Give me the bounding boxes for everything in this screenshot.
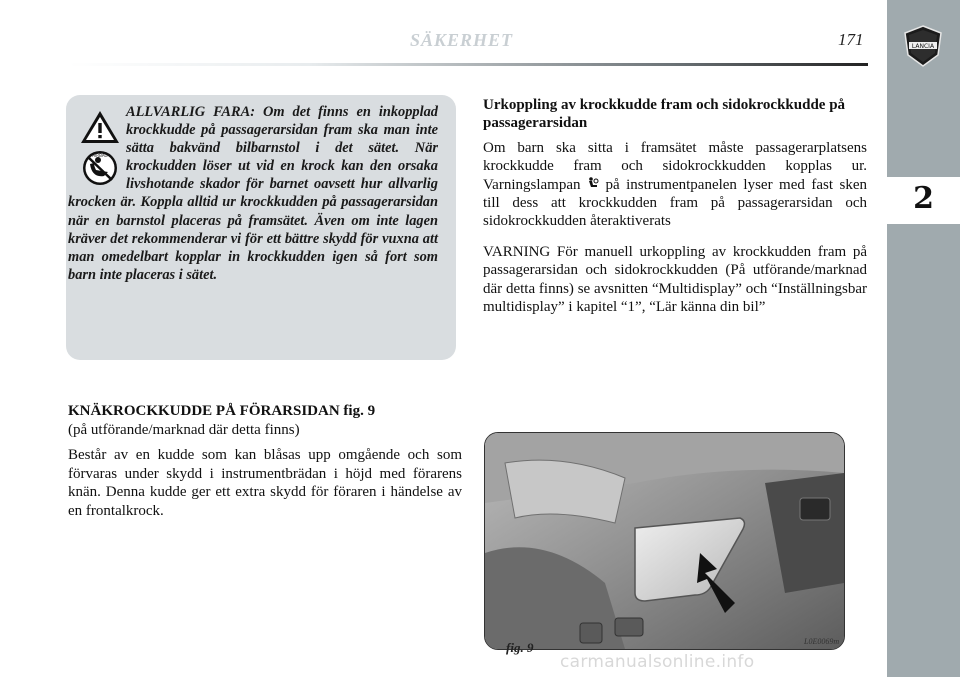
figure-code: L0E0069m <box>804 637 840 646</box>
header-divider <box>68 63 868 66</box>
knee-airbag-paragraph: Består av en kudde som kan blåsas upp omgående och som förvaras under skydd i instrumentbrädan i höjd med förarens knän. Denna kudde ger ett extra skydd för föraren i händelse av en frontalkrock. <box>68 447 462 519</box>
knee-airbag-heading: KNÄKROCKKUDDE PÅ FÖRARSIDAN fig. 9 <box>68 403 376 419</box>
paragraph-part-a: Om barn ska sitta i framsätet måste passagerarplatsens krockkudde fram och sidokrockkudden kopplas ur. Varningslampan <box>483 140 867 193</box>
chapter-sidebar <box>887 0 960 677</box>
knee-airbag-subheading: (på utförande/marknad där detta finns) <box>68 422 300 438</box>
page-number: 171 <box>838 30 864 49</box>
deactivation-paragraph <box>483 139 867 230</box>
figure-knee-airbag-photo <box>484 432 845 650</box>
lancia-shield-logo-icon <box>903 25 943 67</box>
deactivation-heading: Urkoppling av krockkudde fram och sidokrockkudde på passagerarsidan <box>483 97 846 131</box>
dashboard-illustration <box>485 433 844 649</box>
figure-caption: fig. 9 <box>506 640 534 655</box>
icon-spacer <box>68 103 126 191</box>
danger-warning-text <box>68 103 438 284</box>
paragraph-part-b: på instrumentpanelen lyser med fast sken till dess att krockkudden fram på passagerarsidan och sidokrockkudden återaktiverats <box>483 176 868 230</box>
passenger-airbag-off-warning-light-icon <box>587 177 599 190</box>
warning-paragraph: ALLVARLIG FARA: Om det finns en inkopplad krockkudde på passagerarsidan fram ska man inte sätta bakvänd bilbarnstol i det sätet. När krockudden löser ut vid en krock kan den orsaka livshotande skador för barnet oavsett hur allvarlig krocken är. Koppla alltid ur krockkudden på passagerarsidan när en barnstol placeras på framsätet. Även om inte lagen kräver det rekommenderar vi för ett bättre skydd för vuxna att man omedelbart kopplar in krockkudden igen så fort som barn inte placeras i sätet. <box>68 104 438 283</box>
warning-note-paragraph: VARNING För manuell urkoppling av krockkudden fram på passagerarsidan och sidokrockkudden (På utförande/marknad där detta finns) se avsnitten “Multidisplay” och “Inställningsbar multidisplay” i kapitel “1”, “Lär känna din bil” <box>483 244 867 315</box>
chapter-number: 2 <box>913 181 934 216</box>
svg-text:LANCIA: LANCIA <box>911 43 935 50</box>
svg-text:AIRBAG: AIRBAG <box>92 153 108 158</box>
watermark: carmanualsonline.info <box>560 652 755 672</box>
section-header-title: SÄKERHET <box>410 30 514 50</box>
